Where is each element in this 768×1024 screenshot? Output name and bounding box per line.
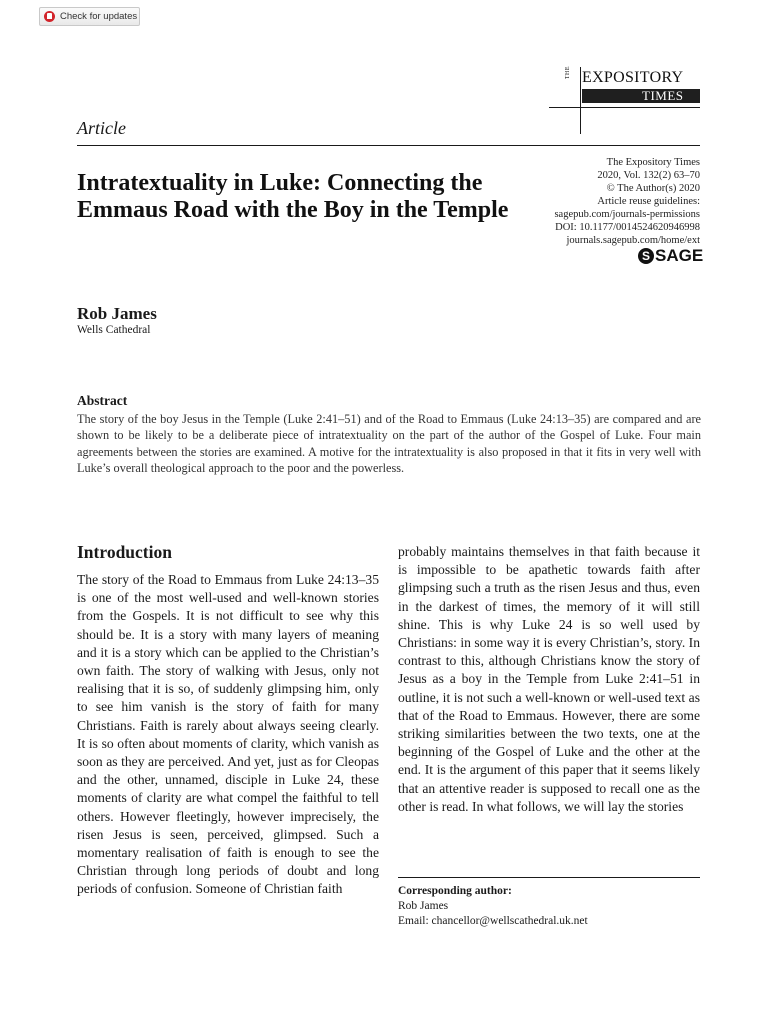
journal-homepage-link[interactable]: journals.sagepub.com/home/ext [566, 235, 700, 246]
doi-link[interactable]: DOI: 10.1177/0014524620946998 [555, 222, 700, 233]
body-column-left: The story of the Road to Emmaus from Luke 24:13–35 is one of the most well-used and well-known stories from the Gospels. It is not difficult to see why this should be. It is a story with many layers of meaning and it is a story which can be applied to the Christian’s own faith. The story of walking with Jesus, only not realising that it is so, of suddenly glimpsing him, only to see him vanish is the story of faith for many Christians. Faith is rarely about always seeing clearly. It is so often about moments of clarity, which vanish as soon as they are perceived. And yet, just as for Cleopas and the other, unnamed, disciple in Luke 24, these moments of clarity are what compel the faithful to tell others. However fleetingly, however imprecisely, the risen Jesus is seen, perceived, glimpsed. Such a momentary realisation of faith is enough to see the Christian through long periods of doubt and long periods of confusion. Someone of Christian faith [77, 572, 379, 897]
logo-times: TIMES [642, 88, 684, 103]
journal-info [500, 156, 700, 247]
article-title: Intratextuality in Luke: Connecting the Emmaus Road with the Boy in the Temple [77, 170, 509, 223]
check-for-updates-button[interactable] [39, 7, 140, 26]
logo-the: THE [565, 66, 571, 80]
corresponding-author-name: Rob James [398, 900, 449, 912]
logo-horizontal-rule [549, 107, 700, 108]
copyright: © The Author(s) 2020 [606, 183, 700, 194]
corresponding-author-email[interactable]: Email: chancellor@wellscathedral.uk.net [398, 915, 588, 927]
reuse-guidelines-label: Article reuse guidelines: [597, 196, 700, 207]
sage-s-icon: S [638, 248, 654, 264]
introduction-heading: Introduction [77, 542, 172, 562]
journal-volume: 2020, Vol. 132(2) 63–70 [597, 170, 700, 181]
corresponding-author-heading: Corresponding author: [398, 885, 512, 897]
sage-logo [638, 247, 703, 265]
abstract-heading: Abstract [77, 393, 128, 408]
permissions-link[interactable]: sagepub.com/journals-permissions [554, 209, 700, 220]
article-type-label: Article [77, 118, 126, 138]
author-name: Rob James [77, 304, 157, 323]
author-affiliation: Wells Cathedral [77, 324, 151, 336]
logo-expository: EXPOSITORY [582, 69, 684, 86]
article-divider [77, 145, 700, 146]
journal-name: The Expository Times [606, 157, 700, 168]
sage-logo-text: SAGE [655, 246, 704, 265]
logo-vertical-rule [580, 67, 581, 134]
bookmark-icon [44, 11, 55, 22]
abstract-text: The story of the boy Jesus in the Temple (Luke 2:41–51) and of the Road to Emmaus (Luke 24:13–35) are compared and are shown to be likely to be a deliberate piece of intratextuality on the part of the author of the Gospel of Luke. Four main agreements between the stories are examined. A motive for the intratextuality is also proposed in that it fits in very well with Luke’s overall theological approach to the poor and the powerless. [77, 412, 701, 475]
check-for-updates-label: Check for updates [60, 11, 138, 22]
corresponding-author-divider [398, 877, 700, 878]
body-column-right: probably maintains themselves in that faith because it is impossible to be apathetic towards faith after glimpsing such a truth as the risen Jesus and thus, even in the darkest of times, the memory of it will still shine. This is why Luke 24 is so well used by Christians: in some way it is every Christian’s, story. In contrast to this, although Christians know the story of Jesus as a boy in the Temple from Luke 2:41–51 in outline, it is not such a well-known or well-used text as that of the Road to Emmaus. However, there are some striking similarities between the two texts, one at the beginning of the Gospel of Luke and the other at the end. It is the argument of this paper that it seems likely that an attentive reader is supposed to recall one as the other is read. In what follows, we will lay the stories [398, 544, 700, 814]
